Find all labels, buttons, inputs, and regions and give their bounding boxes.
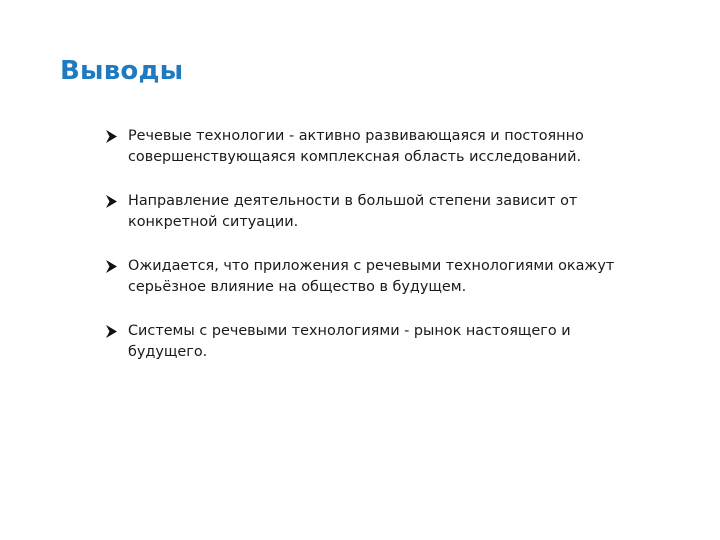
bullet-item [106, 191, 636, 233]
bullet-text: Направление деятельности в большой степени зависит от конкретной ситуации. [128, 193, 578, 230]
bullet-item [106, 126, 636, 168]
arrowhead-bullet-icon [106, 130, 117, 143]
bullet-item [106, 256, 636, 298]
bullet-text: Речевые технологии - активно развивающаяся и постоянно совершенствующаяся комплексная область исследований. [128, 128, 584, 165]
arrowhead-bullet-icon [106, 195, 117, 208]
slide-title: Выводы [60, 56, 184, 86]
arrowhead-bullet-icon [106, 260, 117, 273]
bullet-text: Системы с речевыми технологиями - рынок настоящего и будущего. [128, 323, 571, 360]
bullet-item [106, 321, 636, 363]
bullet-text: Ожидается, что приложения с речевыми технологиями окажут серьёзное влияние на общество в будущем. [128, 258, 615, 295]
arrowhead-bullet-icon [106, 325, 117, 338]
bullet-list [106, 126, 636, 386]
